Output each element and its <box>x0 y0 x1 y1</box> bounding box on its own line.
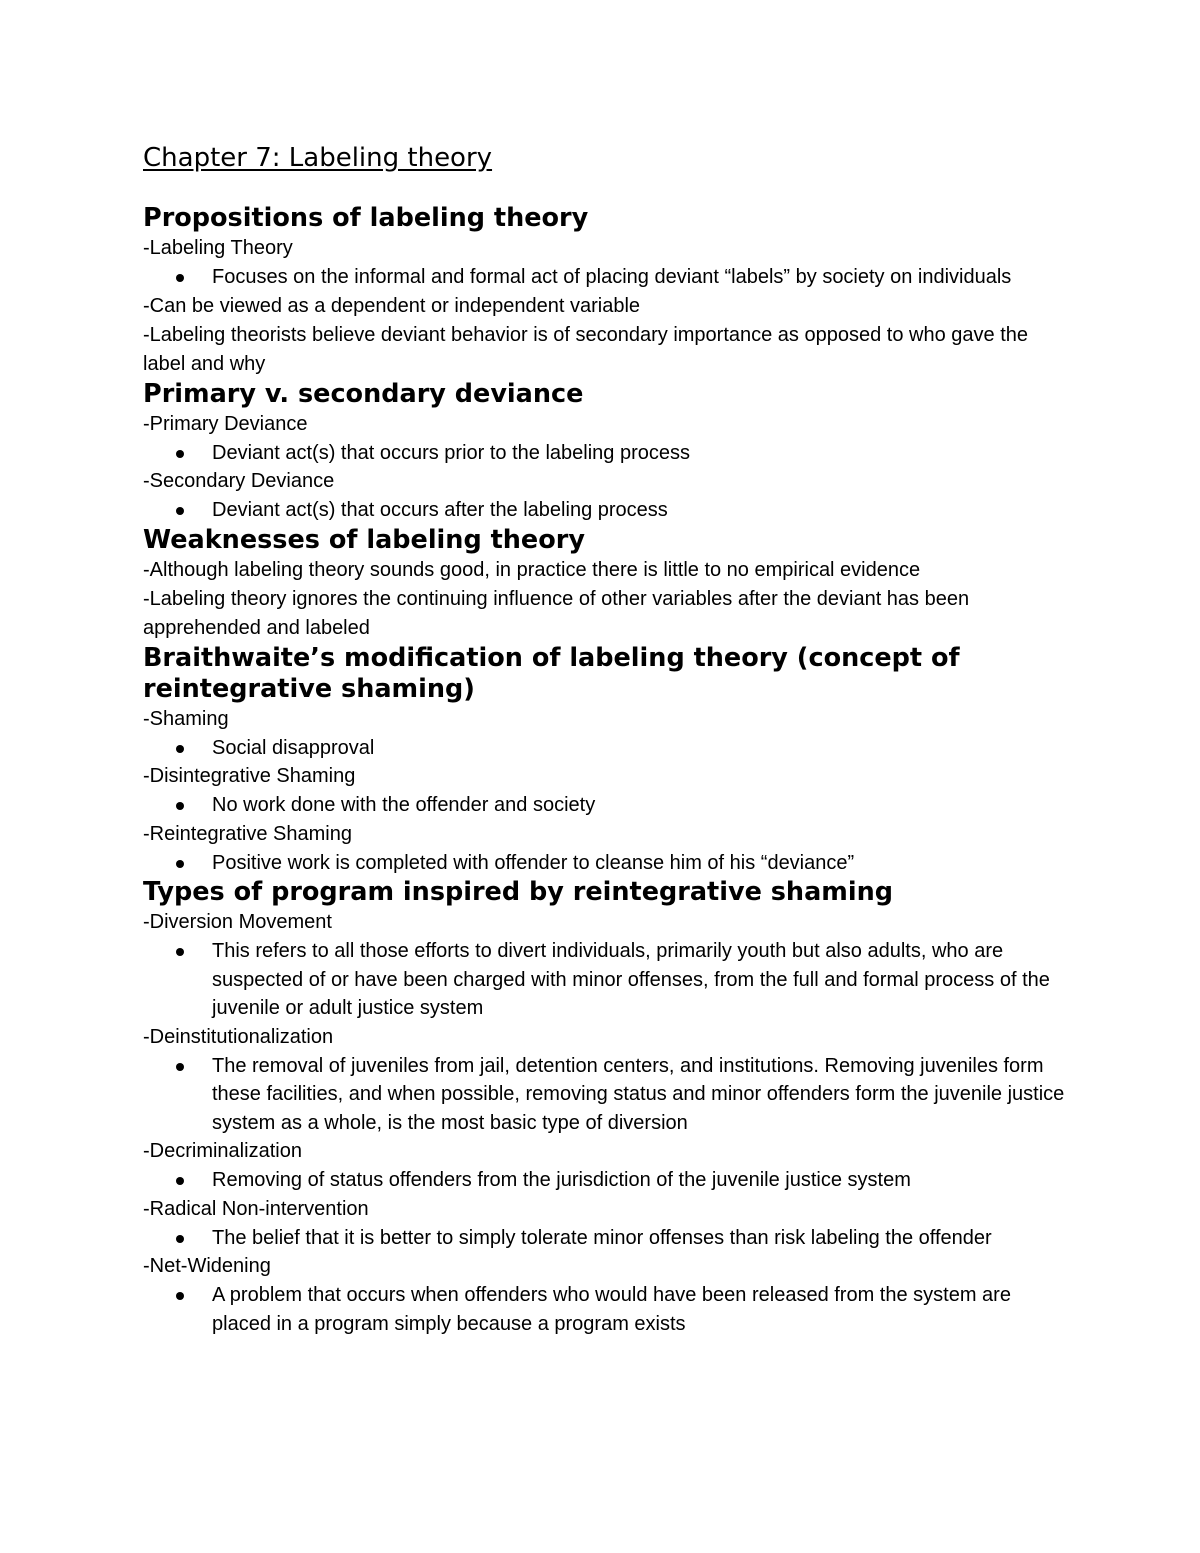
term-line: -Can be viewed as a dependent or independent variable <box>143 294 641 317</box>
bullet-item: Positive work is completed with offender to cleanse him of his “deviance” <box>143 849 1073 878</box>
term-line: -Labeling theory ignores the continuing influence of other variables after the deviant has been apprehended and labeled <box>143 587 970 639</box>
term-line: -Diversion Movement <box>143 911 332 933</box>
term-line: -Labeling Theory <box>143 237 293 259</box>
term-line: -Although labeling theory sounds good, in practice there is little to no empirical evidence <box>143 558 921 581</box>
bullet-item: Removing of status offenders from the jurisdiction of the juvenile justice system <box>143 1166 1073 1195</box>
document-page <box>143 140 1073 1338</box>
term-line: -Decriminalization <box>143 1140 302 1162</box>
bullet-item: Deviant act(s) that occurs prior to the labeling process <box>143 439 1073 468</box>
section <box>143 202 1073 379</box>
bullet-item: The removal of juveniles from jail, detention centers, and institutions. Removing juveniles form these facilities, and when possible, removing status and minor offenders form the juvenile justice system as a whole, is the most basic type of diversion <box>143 1052 1073 1138</box>
bullet-item: Focuses on the informal and formal act of placing deviant “labels” by society on individuals <box>143 263 1073 292</box>
bullet-item: Deviant act(s) that occurs after the labeling process <box>143 496 1073 525</box>
term-line: -Deinstitutionalization <box>143 1025 334 1048</box>
bullet-item: The belief that it is better to simply tolerate minor offenses than risk labeling the offender <box>143 1224 1073 1253</box>
bullet-item: This refers to all those efforts to divert individuals, primarily youth but also adults, who are suspected of or have been charged with minor offenses, from the full and formal process of the juvenile or adult justice system <box>143 937 1073 1023</box>
term-line: -Secondary Deviance <box>143 470 335 492</box>
term-line: -Shaming <box>143 707 229 730</box>
bullet-item: Social disapproval <box>143 734 1073 763</box>
section-heading: Propositions of labeling theory <box>143 203 589 233</box>
document-body <box>143 202 1073 1338</box>
term-line: -Labeling theorists believe deviant behavior is of secondary importance as opposed to who gave the label and why <box>143 323 1028 375</box>
section <box>143 379 1073 525</box>
section-heading: Primary v. secondary deviance <box>143 378 584 409</box>
term-line: -Primary Deviance <box>143 412 308 435</box>
document-title: Chapter 7: Labeling theory <box>143 143 493 173</box>
term-line: -Net-Widening <box>143 1255 271 1277</box>
term-line: -Disintegrative Shaming <box>143 765 356 787</box>
term-line: -Radical Non-intervention <box>143 1197 369 1220</box>
section <box>143 525 1073 643</box>
section-heading: Weaknesses of labeling theory <box>143 524 585 555</box>
section <box>143 643 1073 878</box>
section <box>143 877 1073 1338</box>
bullet-item: No work done with the offender and society <box>143 791 1073 820</box>
section-heading: Types of program inspired by reintegrative shaming <box>143 877 894 907</box>
term-line: -Reintegrative Shaming <box>143 822 352 845</box>
bullet-item: A problem that occurs when offenders who would have been released from the system are placed in a program simply because a program exists <box>143 1281 1073 1338</box>
section-heading: Braithwaite’s modification of labeling theory (concept of reintegrative shaming) <box>143 642 960 704</box>
